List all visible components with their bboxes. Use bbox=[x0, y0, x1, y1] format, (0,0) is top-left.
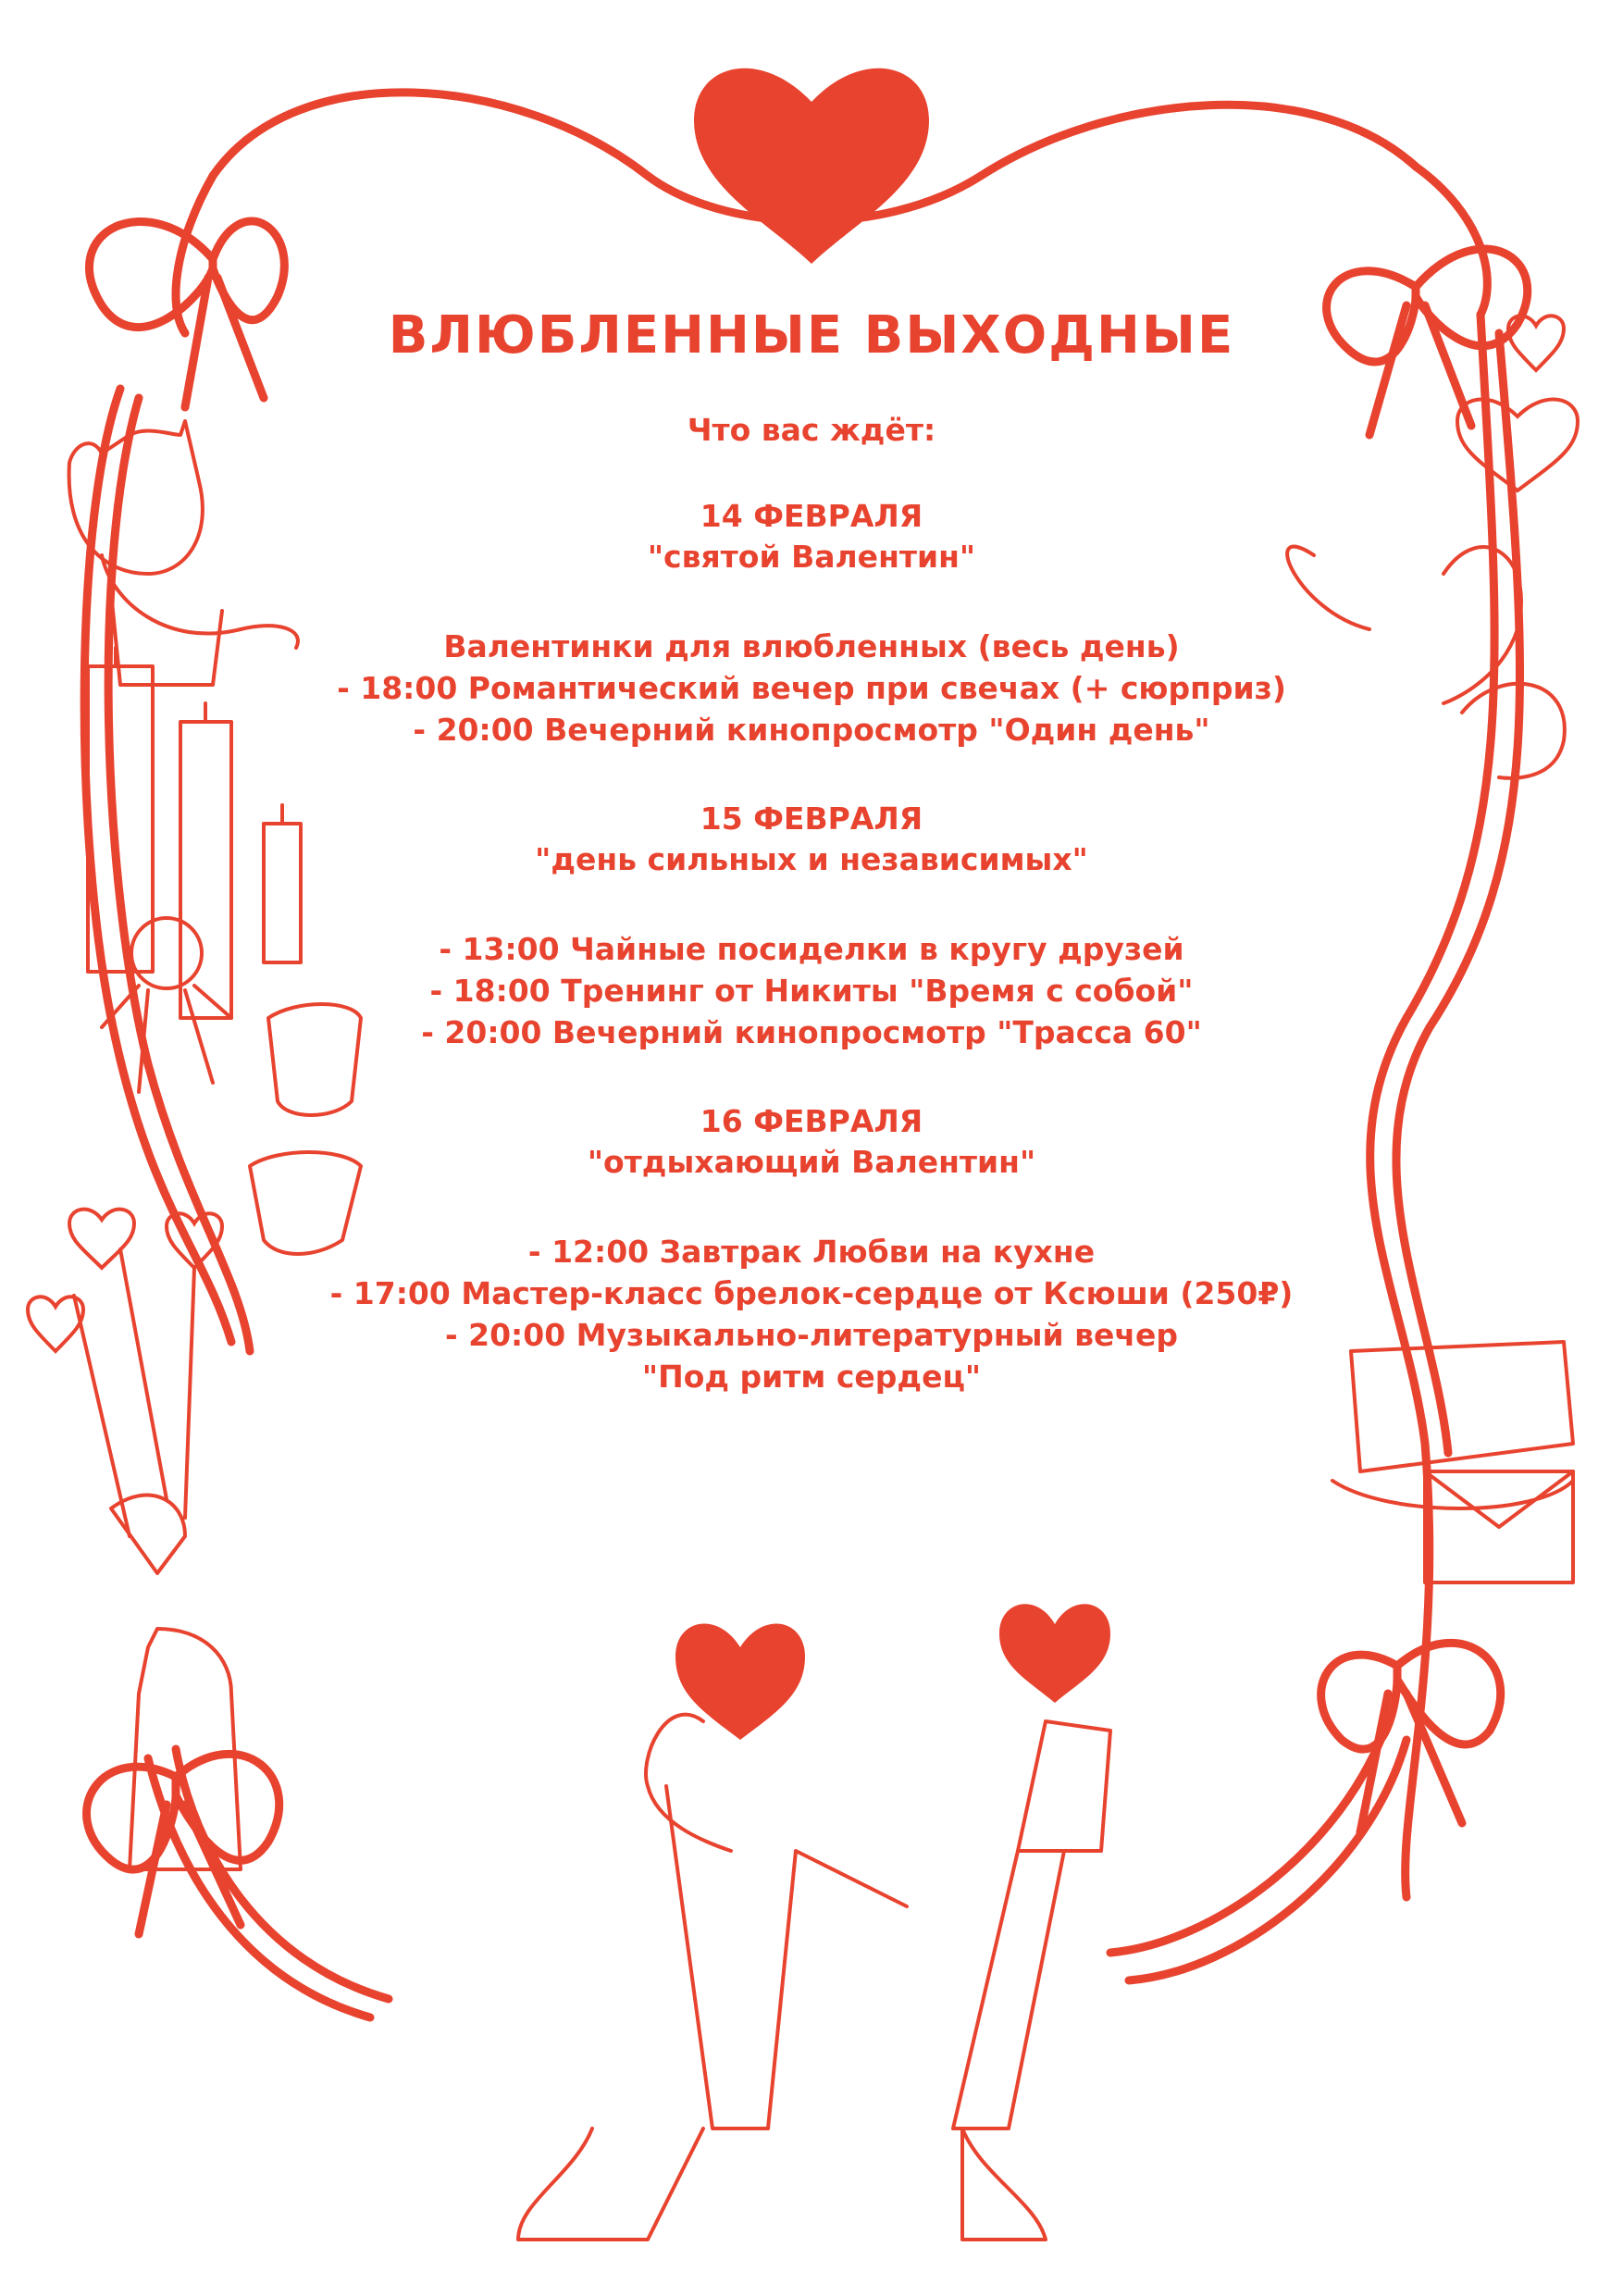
event-item: - 18:00 Романтический вечер при свечах (+ сюрприз) bbox=[337, 670, 1286, 706]
bottom-right-ribbon bbox=[1110, 1721, 1388, 1953]
day-section-15 bbox=[0, 799, 1623, 1053]
day-date: 15 ФЕВРАЛЯ bbox=[700, 800, 923, 837]
page-title: ВЛЮБЛЕННЫЕ ВЫХОДНЫЕ bbox=[388, 305, 1235, 366]
event-item: "Под ритм сердец" bbox=[641, 1359, 982, 1395]
heart-right-icon bbox=[999, 1604, 1110, 1703]
event-item: - 18:00 Тренинг от Никиты "Время с собой" bbox=[429, 973, 1194, 1009]
day-section-14 bbox=[0, 496, 1623, 751]
day-theme: "день сильных и независимых" bbox=[535, 841, 1088, 877]
page-subtitle: Что вас ждёт: bbox=[687, 412, 936, 448]
event-item: - 12:00 Завтрак Любви на кухне bbox=[527, 1234, 1096, 1270]
day-section-16 bbox=[0, 1101, 1623, 1397]
day-theme: "отдыхающий Валентин" bbox=[587, 1144, 1036, 1180]
program-content bbox=[0, 305, 1623, 1446]
event-item: - 17:00 Мастер-класс брелок-сердце от Ксюши (250₽) bbox=[329, 1275, 1294, 1311]
day-date: 14 ФЕВРАЛЯ bbox=[700, 498, 923, 534]
event-item: - 20:00 Музыкально-литературный вечер bbox=[444, 1317, 1179, 1353]
couple-drawing bbox=[518, 1715, 1110, 2240]
heart-left-icon bbox=[675, 1624, 805, 1740]
event-item: Валентинки для влюбленных (весь день) bbox=[443, 628, 1180, 664]
event-item: - 20:00 Вечерний кинопросмотр "Один день" bbox=[413, 712, 1210, 748]
event-item: - 13:00 Чайные посиделки в кругу друзей bbox=[439, 931, 1184, 967]
big-heart-icon bbox=[694, 68, 929, 264]
day-theme: "святой Валентин" bbox=[647, 539, 976, 575]
event-item: - 20:00 Вечерний кинопросмотр "Трасса 60" bbox=[421, 1014, 1202, 1050]
day-date: 16 ФЕВРАЛЯ bbox=[700, 1103, 923, 1139]
